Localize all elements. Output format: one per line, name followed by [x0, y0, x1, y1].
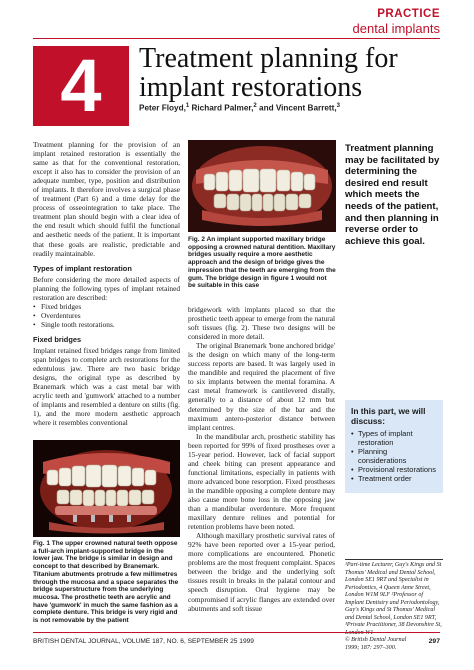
types-list-item: • Single tooth restorations. — [33, 320, 180, 329]
figure-1-caption: Fig. 1 The upper crowned natural teeth oppose a full-arch implant-supported bridge in the lower jaw. The bridge is similar in design and concept to that described by Branemark. Titanium abutments protrude a few millimetres through the mucosa and a space separates the bridge superstructure from the underlying mucosa. The prosthetic teeth are acrylic and have 'gumwork' in much the same fashion as a complete denture. This bridge is very rigid and is not removable by the patient — [33, 540, 179, 625]
types-list-item: • Fixed bridges — [33, 302, 180, 311]
author-2: Richard Palmer, — [189, 103, 254, 113]
journal-footer: BRITISH DENTAL JOURNAL, VOLUME 187, NO. 6, SEPTEMBER 25 1999 — [33, 638, 254, 645]
column-2-paragraph: bridgework with implants placed so that the prosthetic teeth appear to emerge from the natural soft tissues (fig. 2). These two designs will be considered in more detail. — [188, 305, 335, 342]
figure-1-photo — [33, 440, 180, 537]
page-number: 297 — [428, 638, 440, 645]
author-1-affil: 1 — [185, 103, 190, 109]
pull-quote: Treatment planning may be facilitated by determining the desired end result which meets the needs of the patient, and then planning in reverse order to achieve this goal. — [345, 143, 440, 247]
in-this-part-item: • Treatment order — [351, 474, 437, 483]
in-this-part-box — [345, 400, 443, 493]
footer-rule — [33, 632, 440, 633]
author-3: and Vincent Barrett, — [256, 103, 337, 113]
fixed-bridges-paragraph: Implant retained fixed bridges range from limited span bridges to complete arch restorations for the edentulous jaw. There are two basic bridge designs, the original type as described by Branemark which was a cast metal bar with acrylic teeth and 'gumwork' attached to a number of implants and resembled a denture on stilts (fig. 1), and the more modern aesthetic approach where it resembles conventional — [33, 345, 180, 428]
author-1: Peter Floyd, — [139, 103, 186, 113]
column-2-paragraph: In the mandibular arch, prosthetic stability has been reported for 99% of fixed prostheses over a 15-year period. However, lack of facial support and cheek biting can present appearance and functional limitations, especially in patients with more advanced bone resorption. Fixed prostheses in the mandible opposing a complete denture may also cause more bone loss in the opposing jaw than a mandibular overdenture. More frequent maxillary denture relines and potential for retention problems have been noted. — [188, 431, 335, 532]
figure-2-photo — [188, 140, 336, 232]
column-1 — [33, 140, 180, 427]
types-list-item: • Overdentures — [33, 311, 180, 320]
affiliation-text: ¹Part-time Lecturer, Guy's Kings and St Thomas' Medical and Dental School, London SE1 9RT and Specialist in Periodontics, 4 Queen Anne Street, London W1M 9LF ²Professor of Implant Dentistry and Periodontology, Guy's Kings and St Thomas' Medical and Dental School, London SE1 9RT, ³Private Practitioner, 38 Devonshire St, — [345, 562, 442, 628]
in-this-part-item: • Types of implant restoration — [351, 429, 437, 447]
column-2 — [188, 305, 335, 613]
copyright: © British Dental Journal — [345, 637, 407, 643]
column-2-paragraph: Although maxillary prosthetic survival rates of 92% have been reported over a 15-year period, more complications are encountered. Phonetic problems are the most frequent complaint. Spaces between the bridge and the underlying soft tissues result in breaks in the palatal contour and speech disruption. Oral hygiene may be compromised if acrylic flanges are extended over abutments and soft tissue — [188, 531, 335, 613]
types-intro: Before considering the more detailed aspects of planning the following types of implant retained restoration are described: — [33, 274, 180, 302]
affiliation-rule — [345, 559, 443, 560]
article-title: Treatment planning for implant restorations — [139, 43, 398, 103]
types-heading: Types of implant restoration — [33, 263, 132, 273]
header-subsection: dental implants — [352, 21, 440, 36]
intro-paragraph: Treatment planning for the provision of an implant retained restoration is essentially the same as that for the conventional restoration, except it also has to consider the provision of an adequate number, type, position and distribution of implants. It therefore involves a surgical phase of treatment (Part 6) and a time delay for the process of osseointegration to take place. The treatment plan should begin with a clear idea of the end result which should fulfil the functional and aesthetic needs of the patient. It is important that these goals are realistic, predictable and readily maintainable. — [33, 140, 180, 258]
in-this-part-item: • Planning considerations — [351, 447, 437, 465]
in-this-part-heading: In this part, we will discuss: — [351, 406, 426, 426]
header-rule — [33, 38, 440, 39]
in-this-part-item: • Provisional restorations — [351, 465, 437, 474]
figure-2-caption: Fig. 2 An implant supported maxillary bridge opposing a crowned natural dentition. Maxillary bridges usually require a more aesthetic approach and the design of bridge gives the impression that the teeth are emerging from the gum. The bridge design in figure 1 would not be suitable in this case — [188, 236, 336, 290]
citation: 1999; 187: 297–300. — [345, 644, 397, 651]
author-3-affil: 3 — [336, 103, 341, 109]
author-2-affil: 2 — [253, 103, 257, 109]
header-section: PRACTICE — [377, 8, 440, 20]
article-number: 4 — [33, 46, 129, 126]
column-2-paragraph: The original Branemark 'bone anchored bridge' is the design on which many of the long-term success reports are based. It was largely used in the mandible and required the placement of five to six implants between the mental foramina. A cast metal framework is cantilevered distally, generally to a distance of about 12 mm but determined by the size of the bar and the maximum antero-posterior distance between implant centres. — [188, 341, 335, 432]
fixed-bridges-heading: Fixed bridges — [33, 334, 82, 344]
authors — [139, 103, 340, 113]
